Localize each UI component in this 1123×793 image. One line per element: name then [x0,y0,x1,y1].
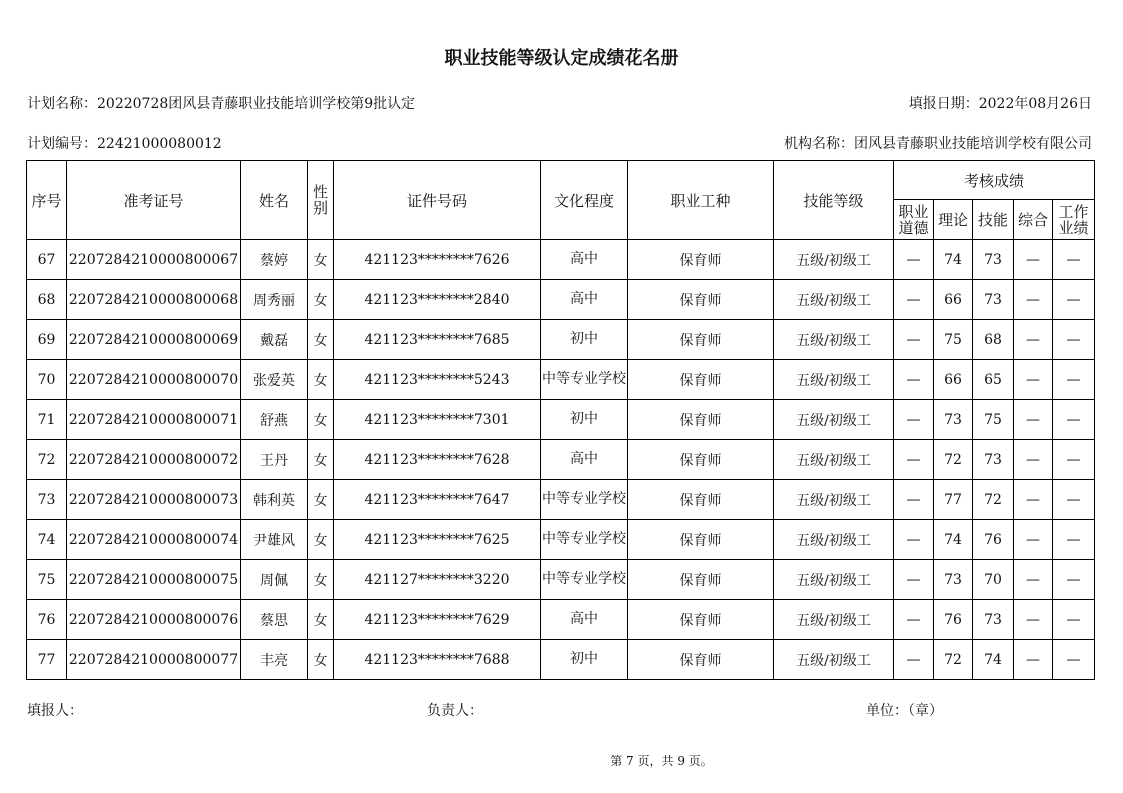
cell-education: 中等专业学校 [541,360,628,400]
cell-gender: 女 [308,360,334,400]
cell-ethics: — [894,640,934,680]
cell-skill-level: 五级/初级工 [774,360,894,400]
cell-id-number: 421127********3220 [334,560,541,600]
cell-gender: 女 [308,320,334,360]
plan-name: 计划名称：20220728团风县青藤职业技能培训学校第9批认定 [27,96,416,112]
table-row [27,360,1095,400]
cell-seq: 75 [27,560,67,600]
cell-theory: 73 [934,400,973,440]
cell-occupation: 保育师 [628,280,774,320]
cell-work-performance: — [1053,600,1095,640]
cell-theory: 74 [934,520,973,560]
header-education: 文化程度 [541,161,628,240]
cell-occupation: 保育师 [628,360,774,400]
cell-skill-level: 五级/初级工 [774,240,894,280]
cell-gender: 女 [308,480,334,520]
cell-gender: 女 [308,560,334,600]
header-seq: 序号 [27,161,67,240]
cell-education: 中等专业学校 [541,520,628,560]
cell-ticket-number: 2207284210000800071 [67,400,241,440]
cell-name: 王丹 [241,440,308,480]
cell-work-performance: — [1053,360,1095,400]
cell-overall: — [1014,440,1053,480]
cell-ethics: — [894,600,934,640]
cell-seq: 73 [27,480,67,520]
cell-work-performance: — [1053,520,1095,560]
page-title: 职业技能等级认定成绩花名册 [444,48,679,69]
cell-id-number: 421123********7685 [334,320,541,360]
cell-education: 中等专业学校 [541,560,628,600]
cell-skill-level: 五级/初级工 [774,280,894,320]
cell-work-performance: — [1053,240,1095,280]
table-row [27,560,1095,600]
cell-skill-level: 五级/初级工 [774,640,894,680]
cell-work-performance: — [1053,560,1095,600]
cell-name: 戴磊 [241,320,308,360]
cell-theory: 77 [934,480,973,520]
cell-ticket-number: 2207284210000800068 [67,280,241,320]
cell-name: 舒燕 [241,400,308,440]
cell-ethics: — [894,320,934,360]
cell-ticket-number: 2207284210000800076 [67,600,241,640]
cell-overall: — [1014,280,1053,320]
cell-work-performance: — [1053,400,1095,440]
cell-skill: 73 [973,280,1014,320]
reporter-label: 填报人： [27,703,83,719]
cell-work-performance: — [1053,640,1095,680]
cell-education: 中等专业学校 [541,480,628,520]
cell-skill-level: 五级/初级工 [774,520,894,560]
cell-name: 尹雄风 [241,520,308,560]
cell-seq: 67 [27,240,67,280]
cell-theory: 73 [934,560,973,600]
cell-ethics: — [894,400,934,440]
cell-id-number: 421123********7301 [334,400,541,440]
header-overall: 综合 [1014,200,1053,240]
table-row [27,600,1095,640]
cell-ticket-number: 2207284210000800072 [67,440,241,480]
cell-work-performance: — [1053,440,1095,480]
cell-skill-level: 五级/初级工 [774,480,894,520]
cell-id-number: 421123********7647 [334,480,541,520]
plan-number: 计划编号：22421000080012 [27,136,222,152]
cell-seq: 77 [27,640,67,680]
cell-occupation: 保育师 [628,600,774,640]
cell-ticket-number: 2207284210000800069 [67,320,241,360]
cell-overall: — [1014,520,1053,560]
cell-gender: 女 [308,280,334,320]
table-row [27,520,1095,560]
cell-seq: 71 [27,400,67,440]
cell-skill: 73 [973,240,1014,280]
cell-name: 丰亮 [241,640,308,680]
header-id-number: 证件号码 [334,161,541,240]
table-row [27,640,1095,680]
cell-education: 高中 [541,440,628,480]
cell-skill-level: 五级/初级工 [774,400,894,440]
header-ethics: 职业道德 [894,200,934,240]
cell-name: 周秀丽 [241,280,308,320]
cell-theory: 66 [934,360,973,400]
cell-occupation: 保育师 [628,520,774,560]
cell-skill: 75 [973,400,1014,440]
cell-gender: 女 [308,520,334,560]
cell-ethics: — [894,240,934,280]
cell-ethics: — [894,480,934,520]
table-row [27,320,1095,360]
cell-name: 韩利英 [241,480,308,520]
header-assessment-scores: 考核成绩 [894,161,1095,200]
header-theory: 理论 [934,200,973,240]
cell-overall: — [1014,600,1053,640]
responsible-label: 负责人： [427,703,483,719]
table-body [27,240,1095,680]
cell-ticket-number: 2207284210000800070 [67,360,241,400]
cell-overall: — [1014,480,1053,520]
cell-ticket-number: 2207284210000800073 [67,480,241,520]
cell-theory: 74 [934,240,973,280]
cell-seq: 69 [27,320,67,360]
cell-skill-level: 五级/初级工 [774,440,894,480]
cell-id-number: 421123********2840 [334,280,541,320]
cell-overall: — [1014,360,1053,400]
cell-name: 周佩 [241,560,308,600]
header-name: 姓名 [241,161,308,240]
cell-occupation: 保育师 [628,640,774,680]
cell-id-number: 421123********7688 [334,640,541,680]
cell-ethics: — [894,360,934,400]
cell-education: 高中 [541,600,628,640]
cell-overall: — [1014,640,1053,680]
cell-skill: 76 [973,520,1014,560]
cell-occupation: 保育师 [628,480,774,520]
report-date: 填报日期：2022年08月26日 [908,96,1092,112]
cell-skill: 73 [973,600,1014,640]
cell-ethics: — [894,440,934,480]
cell-gender: 女 [308,600,334,640]
cell-occupation: 保育师 [628,400,774,440]
cell-occupation: 保育师 [628,440,774,480]
cell-work-performance: — [1053,480,1095,520]
cell-skill-level: 五级/初级工 [774,560,894,600]
header-row [27,161,1095,200]
cell-ethics: — [894,520,934,560]
cell-theory: 76 [934,600,973,640]
cell-skill-level: 五级/初级工 [774,600,894,640]
cell-seq: 76 [27,600,67,640]
cell-theory: 72 [934,640,973,680]
table-row [27,240,1095,280]
cell-name: 蔡婷 [241,240,308,280]
cell-id-number: 421123********7625 [334,520,541,560]
cell-ticket-number: 2207284210000800077 [67,640,241,680]
table-row [27,280,1095,320]
cell-theory: 66 [934,280,973,320]
cell-ticket-number: 2207284210000800074 [67,520,241,560]
cell-occupation: 保育师 [628,240,774,280]
cell-education: 高中 [541,240,628,280]
header-gender: 性别 [308,161,334,240]
cell-seq: 70 [27,360,67,400]
header-skill-level: 技能等级 [774,161,894,240]
score-roster-table [26,160,1095,680]
cell-id-number: 421123********7628 [334,440,541,480]
header-work-performance: 工作业绩 [1053,200,1095,240]
table-row [27,400,1095,440]
cell-id-number: 421123********7629 [334,600,541,640]
organization-name: 机构名称：团风县青藤职业技能培训学校有限公司 [784,136,1092,152]
cell-overall: — [1014,400,1053,440]
cell-gender: 女 [308,400,334,440]
cell-skill: 74 [973,640,1014,680]
cell-skill: 65 [973,360,1014,400]
cell-theory: 72 [934,440,973,480]
cell-overall: — [1014,560,1053,600]
header-ticket-number: 准考证号 [67,161,241,240]
page-footer: 第 7 页，共 9 页。 [610,754,713,768]
cell-seq: 74 [27,520,67,560]
cell-id-number: 421123********5243 [334,360,541,400]
cell-gender: 女 [308,240,334,280]
cell-occupation: 保育师 [628,560,774,600]
cell-ticket-number: 2207284210000800067 [67,240,241,280]
cell-gender: 女 [308,440,334,480]
cell-skill: 68 [973,320,1014,360]
table-row [27,440,1095,480]
cell-education: 高中 [541,280,628,320]
cell-overall: — [1014,240,1053,280]
cell-skill: 70 [973,560,1014,600]
table-row [27,480,1095,520]
cell-name: 张爱英 [241,360,308,400]
cell-seq: 68 [27,280,67,320]
cell-gender: 女 [308,640,334,680]
cell-education: 初中 [541,400,628,440]
cell-seq: 72 [27,440,67,480]
header-skill: 技能 [973,200,1014,240]
cell-occupation: 保育师 [628,320,774,360]
cell-work-performance: — [1053,320,1095,360]
cell-ticket-number: 2207284210000800075 [67,560,241,600]
header-occupation: 职业工种 [628,161,774,240]
cell-skill: 73 [973,440,1014,480]
cell-education: 初中 [541,320,628,360]
cell-overall: — [1014,320,1053,360]
cell-theory: 75 [934,320,973,360]
cell-name: 蔡思 [241,600,308,640]
unit-seal-label: 单位：（章） [866,703,943,719]
cell-work-performance: — [1053,280,1095,320]
cell-skill: 72 [973,480,1014,520]
cell-education: 初中 [541,640,628,680]
cell-skill-level: 五级/初级工 [774,320,894,360]
cell-ethics: — [894,560,934,600]
cell-ethics: — [894,280,934,320]
cell-id-number: 421123********7626 [334,240,541,280]
